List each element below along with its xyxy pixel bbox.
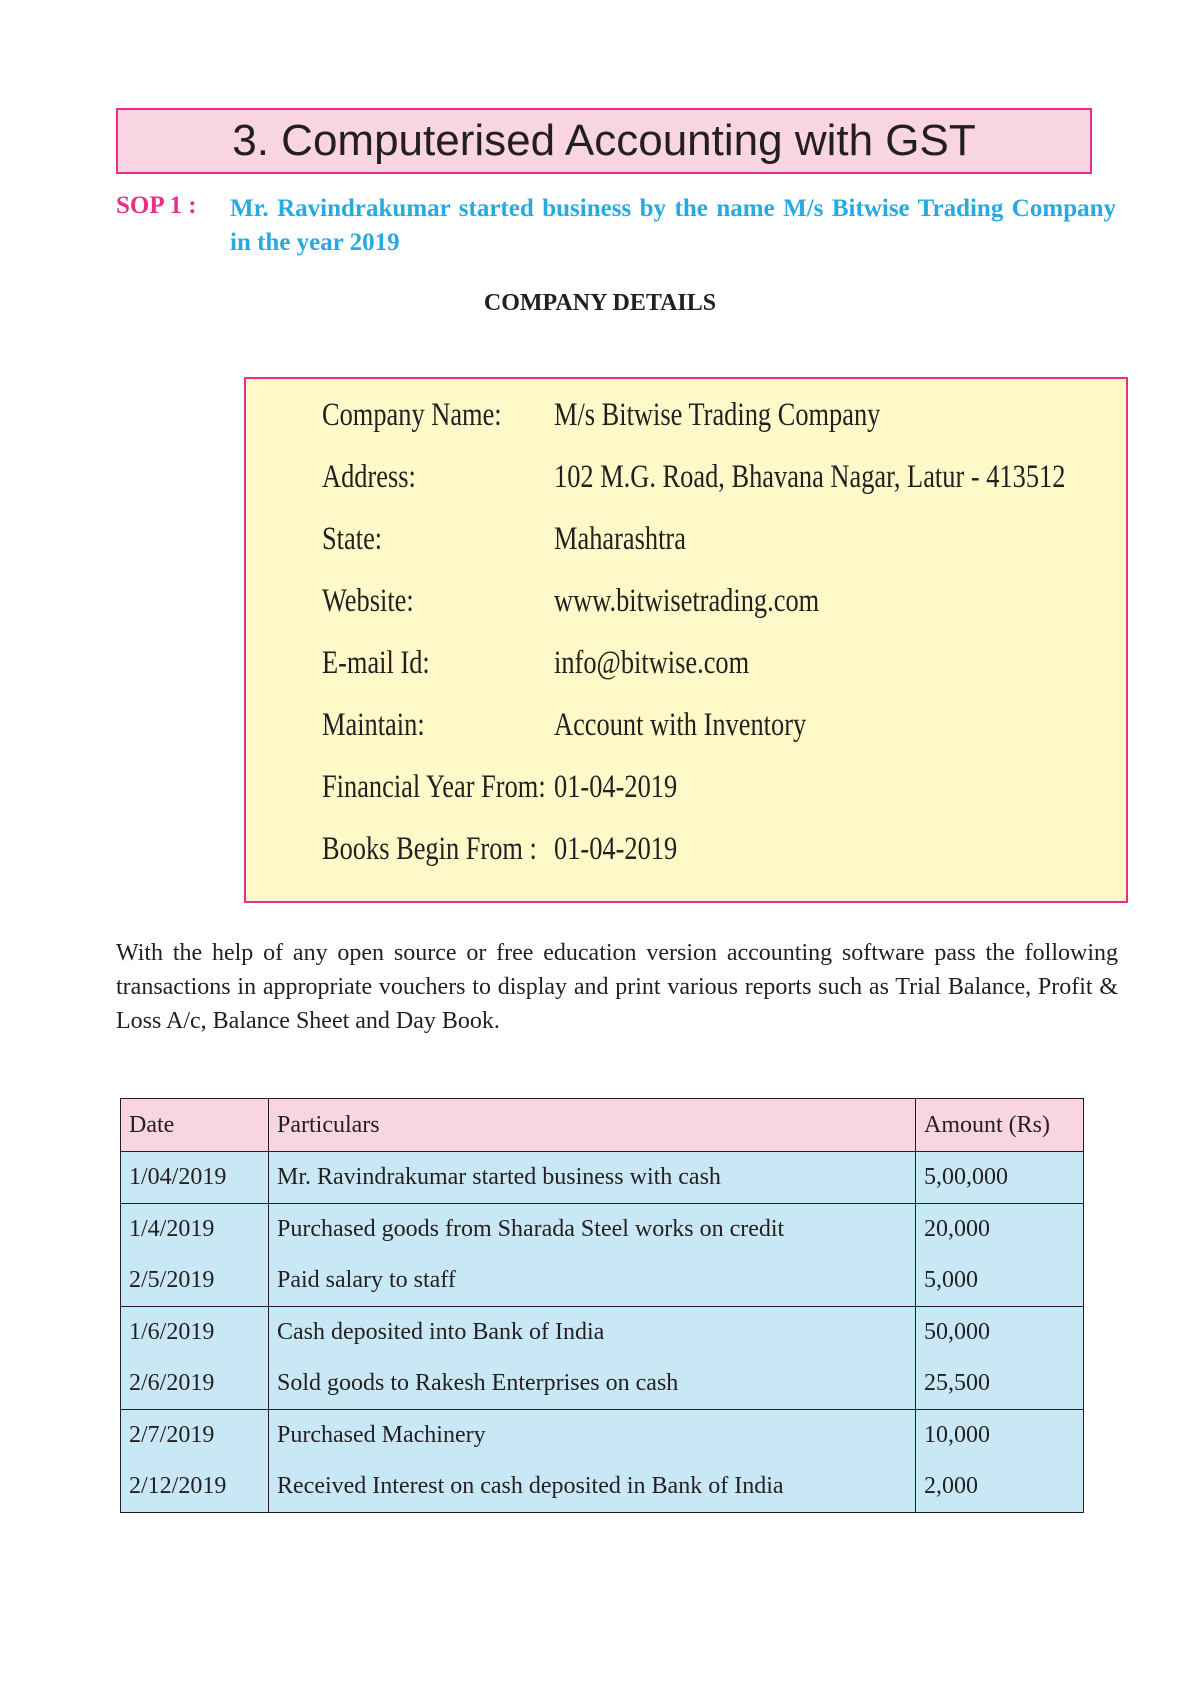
detail-value: www.bitwisetrading.com <box>554 583 820 619</box>
section-heading: COMPANY DETAILS <box>483 290 717 316</box>
cell-date: 2/5/2019 <box>121 1255 269 1307</box>
intro-paragraph: With the help of any open source or free education version accounting software pass the following transactions in appropriate vouchers to display and print various reports such as Trial Balance, Profit & Loss A/c, Balance Sheet and Day Book. <box>116 940 1118 1034</box>
detail-value: 01-04-2019 <box>554 769 678 805</box>
cell-date: 2/6/2019 <box>121 1358 269 1410</box>
cell-amount: 20,000 <box>916 1204 1084 1256</box>
detail-label: Books Begin From : <box>322 831 537 867</box>
detail-value: 102 M.G. Road, Bhavana Nagar, Latur - 413512 <box>554 459 1066 495</box>
chapter-title: 3. Computerised Accounting with GST <box>232 116 976 165</box>
cell-date: 1/4/2019 <box>121 1204 269 1256</box>
cell-amount: 25,500 <box>916 1358 1084 1410</box>
cell-date: 2/7/2019 <box>121 1410 269 1462</box>
chapter-banner <box>116 108 1092 174</box>
cell-amount: 5,000 <box>916 1255 1084 1307</box>
table-row <box>121 1358 1084 1410</box>
header-particulars: Particulars <box>269 1099 916 1152</box>
table-header-row <box>121 1099 1084 1152</box>
detail-label: Address: <box>322 459 416 495</box>
cell-date: 1/04/2019 <box>121 1152 269 1204</box>
detail-label: Maintain: <box>322 707 425 743</box>
table-row <box>121 1152 1084 1204</box>
table-row <box>121 1410 1084 1462</box>
cell-particulars: Mr. Ravindrakumar started business with cash <box>269 1152 916 1204</box>
table-row <box>121 1461 1084 1513</box>
cell-particulars: Received Interest on cash deposited in Bank of India <box>269 1461 916 1513</box>
cell-particulars: Purchased goods from Sharada Steel works on credit <box>269 1204 916 1256</box>
cell-particulars: Sold goods to Rakesh Enterprises on cash <box>269 1358 916 1410</box>
sop-label: SOP 1 : <box>116 192 197 219</box>
sop-text: Mr. Ravindrakumar started business by the name M/s Bitwise Trading Company in the year 2019 <box>230 195 1116 256</box>
transactions-table <box>120 1098 1084 1513</box>
detail-label: Financial Year From: <box>322 769 546 805</box>
cell-particulars: Purchased Machinery <box>269 1410 916 1462</box>
table-row <box>121 1307 1084 1359</box>
cell-date: 1/6/2019 <box>121 1307 269 1359</box>
detail-value: Maharashtra <box>554 521 686 557</box>
detail-label: E-mail Id: <box>322 645 430 681</box>
cell-amount: 2,000 <box>916 1461 1084 1513</box>
detail-label: Company Name: <box>322 397 502 433</box>
detail-value: Account with Inventory <box>554 707 807 743</box>
cell-particulars: Cash deposited into Bank of India <box>269 1307 916 1359</box>
header-date: Date <box>121 1099 269 1152</box>
detail-value: info@bitwise.com <box>554 645 750 681</box>
detail-label: State: <box>322 521 383 557</box>
cell-amount: 10,000 <box>916 1410 1084 1462</box>
cell-date: 2/12/2019 <box>121 1461 269 1513</box>
header-amount: Amount (Rs) <box>916 1099 1084 1152</box>
table-row <box>121 1255 1084 1307</box>
detail-value: 01-04-2019 <box>554 831 678 867</box>
cell-amount: 5,00,000 <box>916 1152 1084 1204</box>
cell-particulars: Paid salary to staff <box>269 1255 916 1307</box>
table-row <box>121 1204 1084 1256</box>
cell-amount: 50,000 <box>916 1307 1084 1359</box>
detail-value: M/s Bitwise Trading Company <box>554 397 881 433</box>
company-details-box <box>244 377 1128 903</box>
detail-label: Website: <box>322 583 414 619</box>
